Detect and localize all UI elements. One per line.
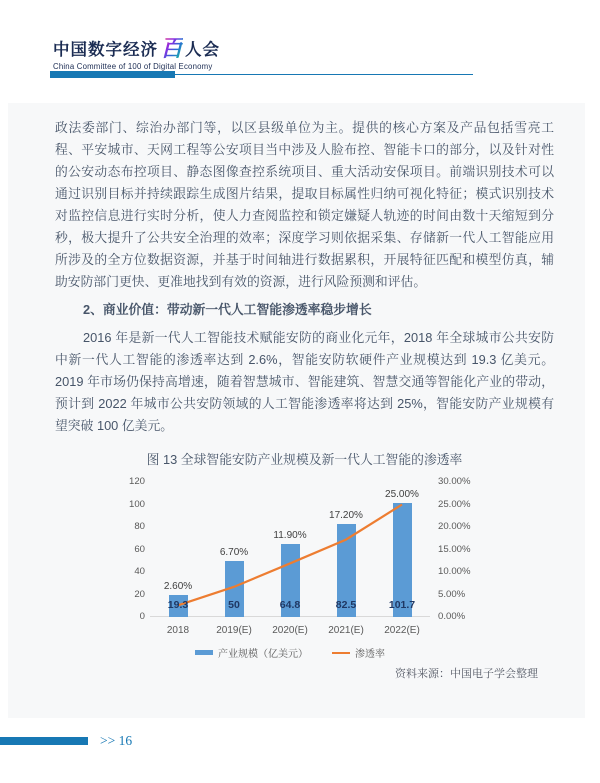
axis-tick-label: 80 — [134, 521, 145, 532]
footer-rule — [0, 737, 88, 745]
axis-tick-label: 120 — [128, 476, 145, 487]
header-rule-thin — [175, 74, 473, 76]
x-axis-label: 2019(E) — [216, 625, 252, 636]
axis-tick-label: 40 — [134, 566, 145, 577]
figure-caption: 图 13 全球智能安防产业规模及新一代人工智能的渗透率 — [146, 452, 463, 467]
org-logo — [53, 35, 220, 71]
legend-item — [195, 645, 308, 660]
paragraph-market-forecast: 2016 年是新一代人工智能技术赋能安防的商业化元年，2018 年全球城市公共安防中新一代人工智能的渗透率达到 2.6%，智能安防软硬件产业规模达到 19.3 亿美元。2019 年市场仍保持高增速，随着智慧城市、智能建筑、智慧交通等智能化产业的带动，预计到 2022 年城市公共安防领域的人工智能渗透率将达到 25%，智能安防产业规模有望突破 100 亿美元。 — [55, 330, 554, 433]
axis-tick-label: 30.00% — [438, 476, 471, 487]
x-axis-label: 2020(E) — [272, 625, 308, 636]
axis-tick-label: 25.00% — [438, 498, 471, 510]
axis-tick-label: 100 — [128, 498, 145, 510]
axis-tick-label: 10.00% — [438, 566, 471, 577]
axis-tick-label: 0 — [139, 611, 145, 622]
axis-tick-label: 0.00% — [438, 611, 466, 622]
header-rule-thick — [50, 71, 175, 78]
x-axis — [150, 625, 430, 639]
legend-bar-swatch — [195, 650, 213, 655]
bar-value-label: 82.5 — [335, 599, 357, 611]
line-value-label: 6.70% — [219, 546, 249, 558]
axis-tick-label: 15.00% — [438, 543, 471, 555]
bar-value-label: 50 — [228, 599, 240, 611]
line-value-label: 25.00% — [385, 488, 419, 500]
axis-tick-label: 20 — [134, 588, 145, 600]
legend-line-swatch — [332, 652, 350, 654]
chart-security-market — [105, 477, 500, 662]
bar-value-label: 101.7 — [388, 599, 416, 611]
bar-value-label: 64.8 — [279, 599, 301, 611]
axis-tick-label: 5.00% — [438, 588, 466, 600]
data-source-note: 资料来源：中国电子学会整理 — [395, 668, 538, 680]
line-value-label: 11.90% — [273, 530, 307, 542]
logo-text-en: China Committee of 100 of Digital Economy — [53, 61, 213, 71]
line-value-label: 17.20% — [329, 510, 363, 522]
line-value-label: 2.60% — [163, 581, 193, 593]
x-axis-label: 2022(E) — [384, 625, 420, 636]
logo-text-cn-right: 人会 — [185, 41, 220, 60]
legend-label: 渗透率 — [355, 649, 385, 660]
bar-value-label: 19.3 — [167, 599, 189, 611]
axis-tick-label: 20.00% — [438, 521, 471, 532]
legend-item — [332, 645, 385, 660]
x-axis-label: 2018 — [166, 625, 190, 636]
right-axis — [438, 477, 498, 627]
page-number: >> 16 — [100, 733, 133, 748]
legend-label: 产业规模（亿美元） — [218, 649, 308, 660]
logo-mark-bai-icon: 百 — [160, 35, 183, 61]
chart-legend — [150, 645, 430, 660]
penetration-rate-line — [150, 482, 430, 617]
section-heading-commercial-value: 2、商业价值：带动新一代人工智能渗透率稳步增长 — [83, 302, 372, 317]
logo-text-cn-left: 中国数字经济 — [53, 41, 158, 60]
paragraph-security-solutions: 政法委部门、综治办部门等，以区县级单位为主。提供的核心方案及产品包括雪亮工程、平安城市、天网工程等公安项目当中涉及人脸布控、智能卡口的部分，以及针对性的公安动态布控项目、静态图像查控系统项目、重大活动安保项目。前端识别技术可以通过识别目标并持续跟踪生成图片结果，提取目标属性归纳可视化特征；模式识别技术对监控信息进行实时分析，使人力查阅监控和锁定嫌疑人轨迹的时间由数十天缩短到分秒，极大提升了公共安全治理的效率；深度学习则依据采集、存储新一代人工智能应用所涉及的全方位数据资源，并基于时间轴进行数据累积，开展特征匹配和模型仿真，辅助安防部门更快、更准地找到有效的资源，进行风险预测和评估。 — [55, 120, 554, 289]
plot-area — [150, 482, 430, 617]
axis-tick-label: 60 — [134, 543, 145, 555]
x-axis-label: 2021(E) — [328, 625, 364, 636]
left-axis — [105, 477, 145, 627]
